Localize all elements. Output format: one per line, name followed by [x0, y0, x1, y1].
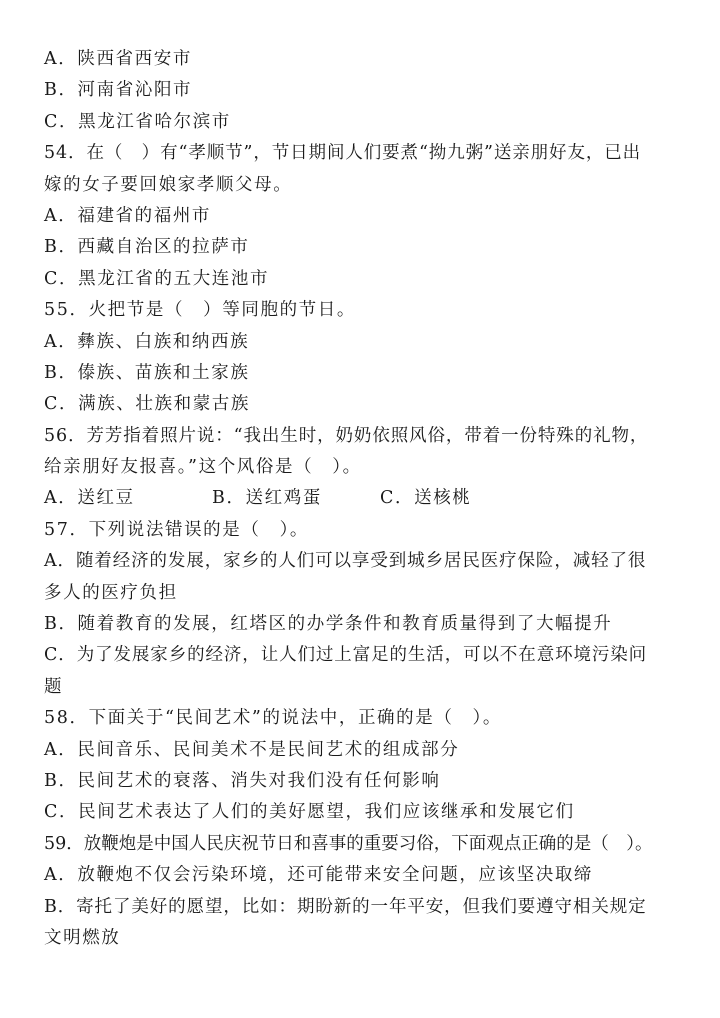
q58-stem: 58．下面关于“民间艺术”的说法中，正确的是（ ）。	[44, 708, 503, 729]
q59-option-b-line-1: B．寄托了美好的愿望，比如：期盼新的一年平安，但我们要遵守相关规定	[44, 896, 647, 917]
q57-option-c-line-2: 题	[44, 676, 64, 697]
q59-stem: 59．放鞭炮是中国人民庆祝节日和喜事的重要习俗，下面观点正确的是（ ）。	[44, 833, 653, 854]
q54-stem-line-2: 嫁的女子要回娘家孝顺父母。	[44, 174, 293, 195]
q57-stem: 57．下列说法错误的是（ ）。	[44, 519, 310, 540]
q54-option-b: B．西藏自治区的拉萨市	[44, 237, 250, 258]
q57-option-b: B．随着教育的发展，红塔区的办学条件和教育质量得到了大幅提升	[44, 614, 613, 635]
q56-options-row	[44, 483, 694, 514]
q57-option-a-line-1: A．随着经济的发展，家乡的人们可以享受到城乡居民医疗保险，减轻了很	[44, 551, 647, 572]
q55-stem: 55．火把节是（ ）等同胞的节日。	[44, 300, 356, 321]
q53-option-b: B．河南省沁阳市	[44, 80, 193, 101]
q54-option-c: C．黑龙江省的五大连池市	[44, 268, 270, 289]
q56-stem-line-1: 56．芳芳指着照片说：“我出生时，奶奶依照风俗，带着一份特殊的礼物，	[44, 425, 649, 446]
q56-option-b: B．送红鸡蛋	[212, 488, 322, 509]
q59-option-b-line-2: 文明燃放	[44, 927, 121, 948]
q58-option-a: A．民间音乐、民间美术不是民间艺术的组成部分	[44, 739, 460, 760]
q58-option-b: B．民间艺术的衰落、消失对我们没有任何影响	[44, 770, 441, 791]
q56-option-a: A．送红豆	[44, 488, 135, 509]
q55-option-b: B．傣族、苗族和土家族	[44, 362, 250, 383]
q58-option-c: C．民间艺术表达了人们的美好愿望，我们应该继承和发展它们	[44, 802, 575, 823]
q54-stem-line-1: 54．在（ ）有“孝顺节”，节日期间人们要煮“拗九粥”送亲朋好友，已出	[44, 143, 642, 164]
worksheet-page	[44, 44, 694, 954]
q53-option-a: A．陕西省西安市	[44, 49, 192, 69]
q53-option-c: C．黑龙江省哈尔滨市	[44, 111, 231, 132]
q57-option-c-line-1: C．为了发展家乡的经济，让人们过上富足的生活，可以不在意环境污染问	[44, 645, 648, 666]
q56-stem-line-2: 给亲朋好友报喜。”这个风俗是（ ）。	[44, 457, 362, 478]
q55-option-c: C．满族、壮族和蒙古族	[44, 394, 250, 415]
q54-option-a: A．福建省的福州市	[44, 205, 212, 226]
q59-option-a: A．放鞭炮不仅会污染环境，还可能带来安全问题，应该坚决取缔	[44, 865, 594, 886]
q55-option-a: A．彝族、白族和纳西族	[44, 331, 250, 352]
q56-option-c: C．送核桃	[380, 488, 472, 509]
q57-option-a-line-2: 多人的医疗负担	[44, 582, 178, 603]
